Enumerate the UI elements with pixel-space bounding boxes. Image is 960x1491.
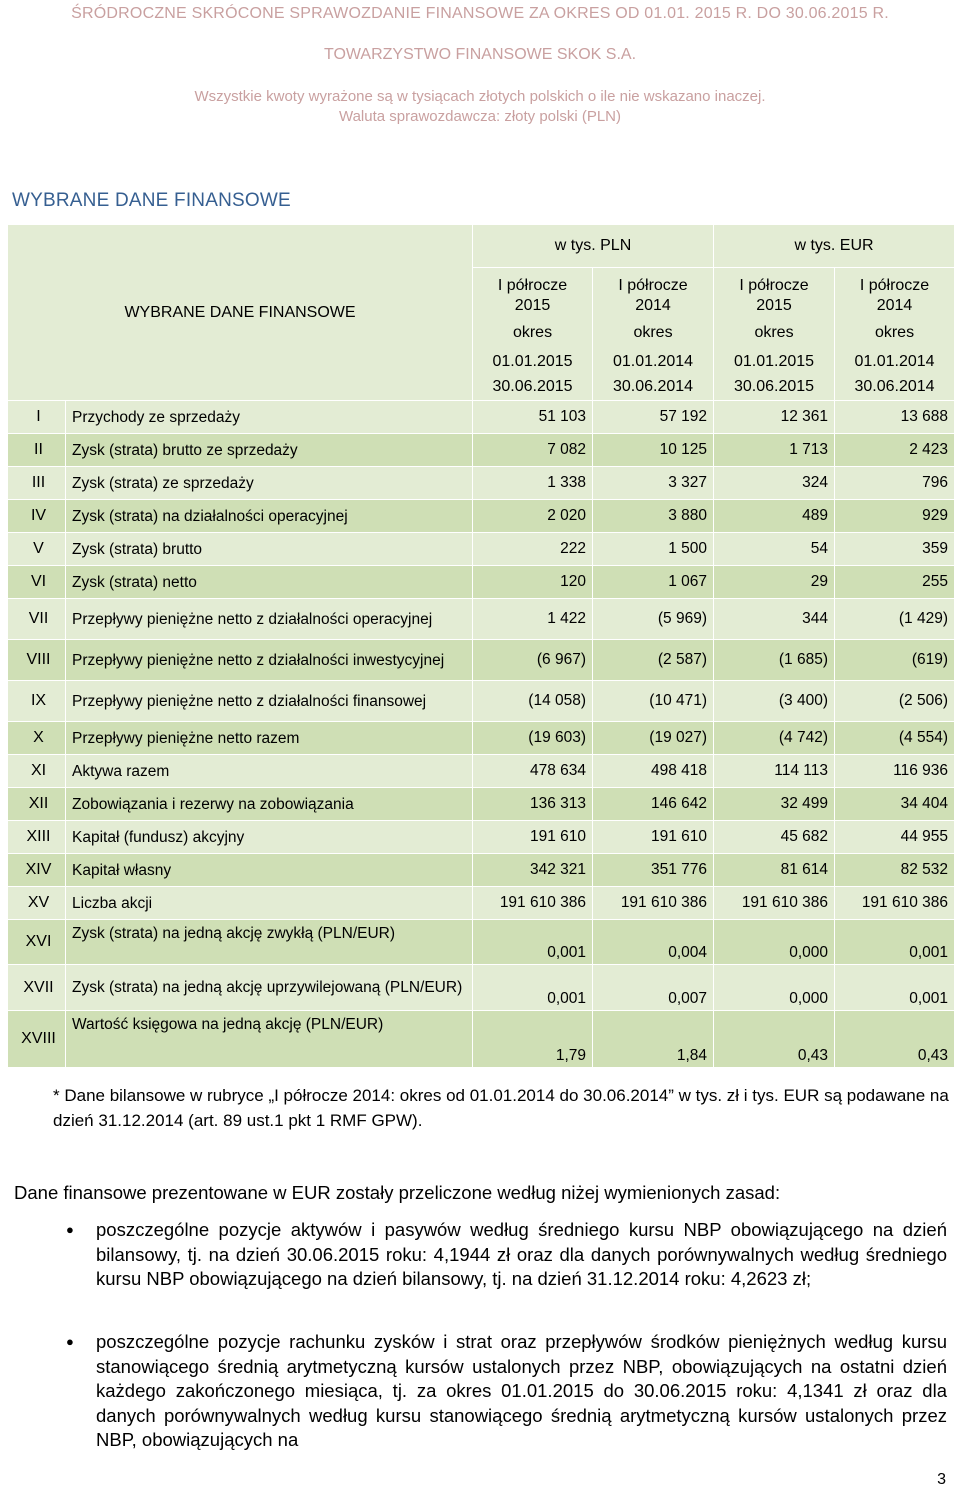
- row-value: (10 471): [593, 681, 714, 722]
- row-value: 3 327: [593, 467, 714, 500]
- row-value: (4 742): [714, 722, 835, 755]
- row-value: (5 969): [593, 599, 714, 640]
- row-value: 2 423: [835, 434, 955, 467]
- period-okres: okres: [754, 324, 794, 341]
- row-value: 146 642: [593, 788, 714, 821]
- period-dates: [835, 349, 954, 399]
- row-number: XII: [8, 788, 66, 821]
- conversion-rule-income: poszczególne pozycje rachunku zysków i strat oraz przepływów środków pieniężnych według kursu stanowiącego średnią arytmetyczną kursów ustalonych przez NBP, obowiązujących na ostatni dzień każdego zakończonego miesiąca, tj. za okres 01.01.2015 do 30.06.2015 roku: 4,1341 zł oraz dla danych porównywalnych według kursu stanowiącego średnią arytmetyczną kursów ustalonych przez NBP, obowiązujących na: [96, 1331, 947, 1450]
- row-value: 34 404: [835, 788, 955, 821]
- row-value: 116 936: [835, 755, 955, 788]
- period-from: 01.01.2014: [854, 353, 935, 370]
- table-row: [8, 755, 955, 788]
- row-value: 1 338: [473, 467, 593, 500]
- row-value: 796: [835, 467, 955, 500]
- period-from: 01.01.2014: [612, 353, 694, 370]
- row-value: 1,84: [593, 1011, 714, 1068]
- header-amounts-note: Wszystkie kwoty wyrażone są w tysiącach złotych polskich o ile nie wskazano inaczej.: [194, 88, 766, 105]
- row-number: XIII: [8, 821, 66, 854]
- unit-eur-header: w tys. EUR: [714, 225, 955, 268]
- period-from: 01.01.2015: [492, 353, 573, 370]
- row-value: 0,001: [473, 920, 593, 965]
- row-value: 498 418: [593, 755, 714, 788]
- row-number: XV: [8, 887, 66, 920]
- table-row: [8, 854, 955, 887]
- row-value: 120: [473, 566, 593, 599]
- row-number: IX: [8, 681, 66, 722]
- table-row: [8, 722, 955, 755]
- period-to: 30.06.2014: [612, 378, 694, 395]
- row-value: (3 400): [714, 681, 835, 722]
- row-label: Zobowiązania i rezerwy na zobowiązania: [66, 788, 473, 821]
- row-value: 29: [714, 566, 835, 599]
- period-dates: [714, 349, 834, 399]
- period-dates: [593, 349, 713, 399]
- period-dates: [473, 349, 592, 399]
- table-row: [8, 566, 955, 599]
- row-value: (1 685): [714, 640, 835, 681]
- row-number: II: [8, 434, 66, 467]
- table-row: [8, 1011, 955, 1068]
- row-value: 10 125: [593, 434, 714, 467]
- row-value: (619): [835, 640, 955, 681]
- period-label: I półrocze 2014: [618, 277, 688, 314]
- row-value: 478 634: [473, 755, 593, 788]
- row-number: VII: [8, 599, 66, 640]
- row-label: Kapitał własny: [66, 854, 473, 887]
- period-to: 30.06.2015: [733, 378, 815, 395]
- row-number: XI: [8, 755, 66, 788]
- row-value: 0,007: [593, 965, 714, 1011]
- period-header-2: [593, 268, 714, 401]
- row-value: 359: [835, 533, 955, 566]
- row-value: 32 499: [714, 788, 835, 821]
- conversion-intro: Dane finansowe prezentowane w EUR zostały przeliczone według niżej wymienionych zasad:: [14, 1182, 781, 1203]
- row-value: 81 614: [714, 854, 835, 887]
- row-value: 489: [714, 500, 835, 533]
- row-value: 324: [714, 467, 835, 500]
- row-value: (1 429): [835, 599, 955, 640]
- row-value: 0,000: [714, 965, 835, 1011]
- row-value: 929: [835, 500, 955, 533]
- table-row: [8, 533, 955, 566]
- row-number: XVII: [8, 965, 66, 1011]
- financial-data-table: [7, 224, 955, 1068]
- row-value: 0,004: [593, 920, 714, 965]
- row-value: (19 027): [593, 722, 714, 755]
- table-row: [8, 467, 955, 500]
- row-value: 1 067: [593, 566, 714, 599]
- row-label: Zysk (strata) netto: [66, 566, 473, 599]
- footnote: * Dane bilansowe w rubryce „I półrocze 2014: okres od 01.01.2014 do 30.06.2014” w tys. zł i tys. EUR są podawane na dzień 31.12.2014 (art. 89 ust.1 pkt 1 RMF GPW).: [53, 1086, 949, 1130]
- row-value: 191 610: [593, 821, 714, 854]
- row-value: (19 603): [473, 722, 593, 755]
- period-okres: okres: [512, 324, 553, 341]
- row-value: 136 313: [473, 788, 593, 821]
- row-value: 57 192: [593, 401, 714, 434]
- row-label: Liczba akcji: [66, 887, 473, 920]
- table-row: [8, 788, 955, 821]
- row-number: XVI: [8, 920, 66, 965]
- row-number: I: [8, 401, 66, 434]
- row-value: 191 610 386: [473, 887, 593, 920]
- period-label: I półrocze 2015: [497, 277, 568, 314]
- row-value: 0,43: [714, 1011, 835, 1068]
- bullet-dot-icon: ●: [66, 1222, 74, 1237]
- row-label: Zysk (strata) ze sprzedaży: [66, 467, 473, 500]
- row-label: Zysk (strata) na działalności operacyjnej: [66, 500, 473, 533]
- period-from: 01.01.2015: [733, 353, 815, 370]
- row-value: 191 610: [473, 821, 593, 854]
- row-value: 351 776: [593, 854, 714, 887]
- row-number: XIV: [8, 854, 66, 887]
- row-value: 82 532: [835, 854, 955, 887]
- header-currency-note: Waluta sprawozdawcza: złoty polski (PLN): [338, 108, 622, 125]
- row-value: 222: [473, 533, 593, 566]
- row-value: (6 967): [473, 640, 593, 681]
- row-value: (2 587): [593, 640, 714, 681]
- table-row: [8, 434, 955, 467]
- row-value: 0,43: [835, 1011, 955, 1068]
- row-label: Wartość księgowa na jedną akcję (PLN/EUR): [66, 1011, 473, 1068]
- row-value: 191 610 386: [593, 887, 714, 920]
- row-value: 44 955: [835, 821, 955, 854]
- row-number: VI: [8, 566, 66, 599]
- row-value: (2 506): [835, 681, 955, 722]
- table-row: [8, 599, 955, 640]
- row-value: 1 422: [473, 599, 593, 640]
- period-label: I półrocze 2014: [859, 277, 930, 314]
- row-label: Przepływy pieniężne netto z działalności operacyjnej: [66, 599, 473, 640]
- row-number: X: [8, 722, 66, 755]
- conversion-rule-balance: poszczególne pozycje aktywów i pasywów według średniego kursu NBP obowiązującego na dzień bilansowy, tj. na dzień 30.06.2015 roku: 4,1944 zł oraz dla danych porównywalnych według średniego kursu NBP obowiązującego na dzień bilansowy, tj. na dzień 31.12.2014 roku: 4,2623 zł;: [96, 1219, 947, 1289]
- table-row: [8, 681, 955, 722]
- row-value: 12 361: [714, 401, 835, 434]
- row-value: 114 113: [714, 755, 835, 788]
- table-row: [8, 821, 955, 854]
- row-value: 342 321: [473, 854, 593, 887]
- row-number: V: [8, 533, 66, 566]
- row-value: 54: [714, 533, 835, 566]
- row-label: Aktywa razem: [66, 755, 473, 788]
- row-label: Zysk (strata) na jedną akcję zwykłą (PLN/EUR): [66, 920, 473, 965]
- bullet-dot-icon: ●: [66, 1334, 74, 1349]
- header-report-title: ŚRÓDROCZNE SKRÓCONE SPRAWOZDANIE FINANSOWE ZA OKRES OD 01.01. 2015 R. DO 30.06.2015 R.: [71, 5, 889, 22]
- row-value: 7 082: [473, 434, 593, 467]
- row-label: Kapitał (fundusz) akcyjny: [66, 821, 473, 854]
- row-value: 2 020: [473, 500, 593, 533]
- section-title: WYBRANE DANE FINANSOWE: [12, 190, 291, 211]
- row-value: 0,000: [714, 920, 835, 965]
- table-row: [8, 640, 955, 681]
- period-to: 30.06.2014: [854, 378, 935, 395]
- row-value: 3 880: [593, 500, 714, 533]
- table-row: [8, 887, 955, 920]
- row-value: 1 500: [593, 533, 714, 566]
- row-label: Przepływy pieniężne netto razem: [66, 722, 473, 755]
- row-value: 191 610 386: [714, 887, 835, 920]
- row-label: Zysk (strata) na jedną akcję uprzywilejowaną (PLN/EUR): [66, 965, 473, 1011]
- row-value: (14 058): [473, 681, 593, 722]
- row-label: Przepływy pieniężne netto z działalności inwestycyjnej: [66, 640, 473, 681]
- table-row: [8, 965, 955, 1011]
- row-number: VIII: [8, 640, 66, 681]
- row-label: Przychody ze sprzedaży: [66, 401, 473, 434]
- period-header-1: [473, 268, 593, 401]
- row-value: 344: [714, 599, 835, 640]
- period-label: I półrocze 2015: [739, 277, 809, 314]
- period-to: 30.06.2015: [492, 378, 573, 395]
- period-okres: okres: [633, 324, 673, 341]
- row-value: 191 610 386: [835, 887, 955, 920]
- table-row: [8, 401, 955, 434]
- period-header-4: [835, 268, 955, 401]
- table-title: WYBRANE DANE FINANSOWE: [8, 225, 473, 401]
- period-header-3: [714, 268, 835, 401]
- row-value: (4 554): [835, 722, 955, 755]
- table-row: [8, 500, 955, 533]
- row-value: 0,001: [835, 920, 955, 965]
- row-label: Zysk (strata) brutto: [66, 533, 473, 566]
- page-number: 3: [937, 1471, 946, 1488]
- table-row: [8, 920, 955, 965]
- row-label: Zysk (strata) brutto ze sprzedaży: [66, 434, 473, 467]
- header-company-name: TOWARZYSTWO FINANSOWE SKOK S.A.: [323, 46, 637, 63]
- row-label: Przepływy pieniężne netto z działalności finansowej: [66, 681, 473, 722]
- period-okres: okres: [874, 324, 915, 341]
- row-value: 0,001: [473, 965, 593, 1011]
- table-header-row-units: [8, 225, 955, 268]
- row-value: 51 103: [473, 401, 593, 434]
- row-number: IV: [8, 500, 66, 533]
- row-value: 1,79: [473, 1011, 593, 1068]
- row-number: III: [8, 467, 66, 500]
- row-number: XVIII: [8, 1011, 66, 1068]
- unit-pln-header: w tys. PLN: [473, 225, 714, 268]
- row-value: 1 713: [714, 434, 835, 467]
- row-value: 45 682: [714, 821, 835, 854]
- row-value: 13 688: [835, 401, 955, 434]
- row-value: 255: [835, 566, 955, 599]
- row-value: 0,001: [835, 965, 955, 1011]
